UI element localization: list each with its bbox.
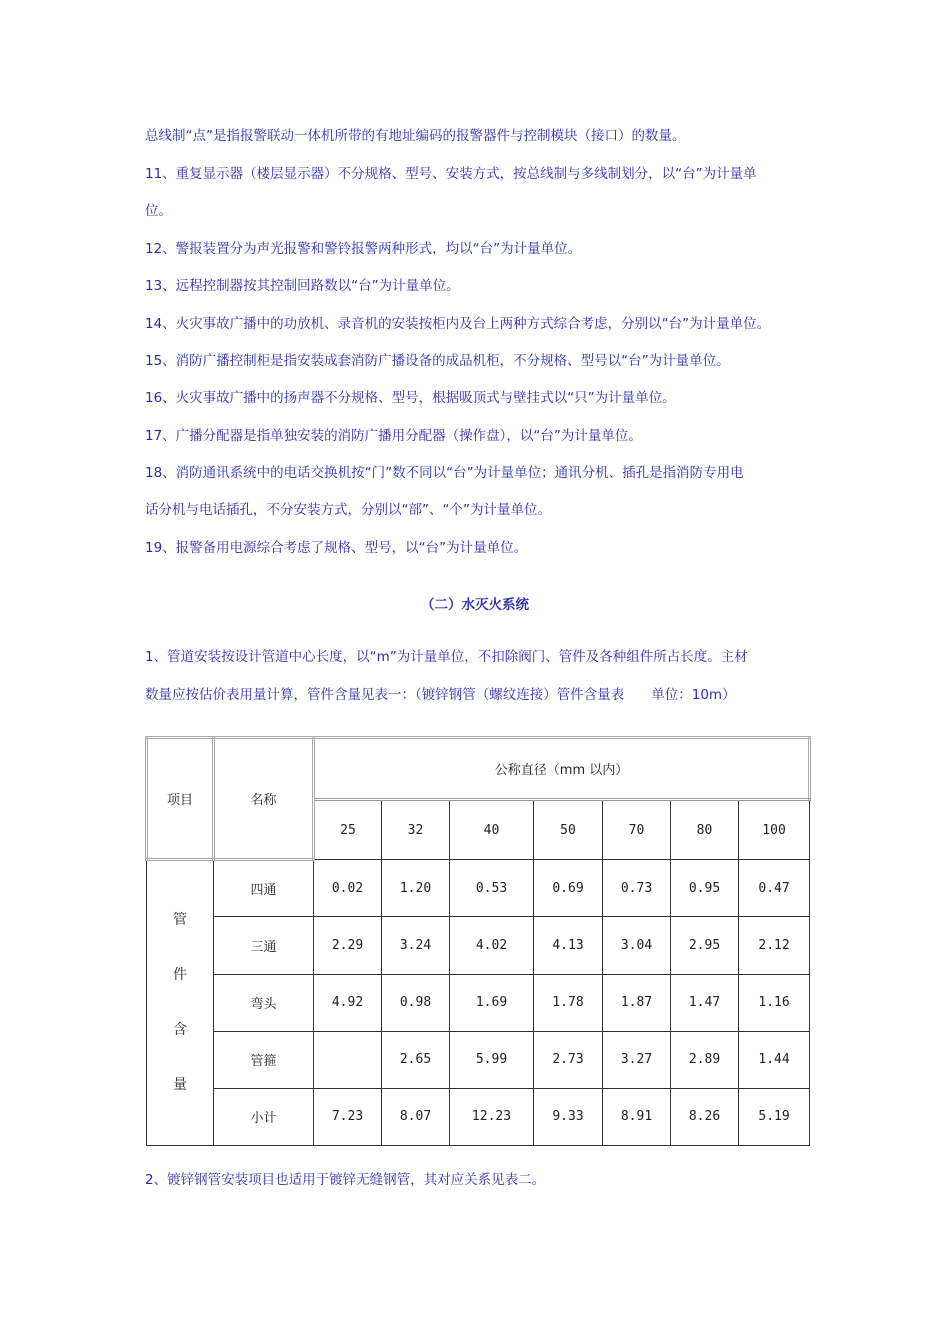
header-diameter-100: 100 [739, 800, 810, 860]
paragraph-11-cont: 位。 [145, 203, 172, 219]
table-cell: 8.07 [382, 1088, 450, 1145]
table-cell: 1.47 [671, 974, 739, 1031]
table-cell: 12.23 [450, 1088, 534, 1145]
paragraph-15: 15、消防广播控制柜是指安装成套消防广播设备的成品机柜，不分规格、型号以“台”为计量单位。 [145, 353, 730, 369]
header-diameter-70: 70 [603, 800, 671, 860]
table-cell: 4.92 [314, 974, 382, 1031]
table-cell: 0.69 [534, 860, 603, 917]
header-diameter-32: 32 [382, 800, 450, 860]
table-cell: 1.20 [382, 860, 450, 917]
row-name: 四通 [214, 860, 314, 917]
section-heading: （二）水灭火系统 [421, 597, 529, 613]
row-name: 三通 [214, 917, 314, 974]
paragraph-intro: 总线制“点”是指报警联动一体机所带的有地址编码的报警器件与控制模块（接口）的数量。 [145, 128, 686, 144]
table-row [147, 1031, 810, 1088]
paragraph-pipe-1: 1、管道安装按设计管道中心长度，以“m”为计量单位，不扣除阀门、管件及各种组件所占长度。主材 [145, 649, 748, 665]
table-cell: 2.29 [314, 917, 382, 974]
table-cell: 0.73 [603, 860, 671, 917]
fittings-table-wrapper [145, 736, 808, 1146]
group-char: 含 [173, 1022, 187, 1039]
table-row [147, 917, 810, 974]
group-char: 量 [173, 1077, 187, 1094]
fittings-table [145, 736, 811, 1146]
header-diameter-group: 公称直径（mm 以内） [314, 738, 810, 800]
group-label-fitting-content [147, 860, 214, 1146]
paragraph-18: 18、消防通讯系统中的电话交换机按“门”数不同以“台”为计量单位；通讯分机、插孔是指消防专用电 [145, 465, 744, 481]
paragraph-14: 14、火灾事故广播中的功放机、录音机的安装按柜内及台上两种方式综合考虑，分别以“台”为计量单位。 [145, 316, 771, 332]
header-diameter-50: 50 [534, 800, 603, 860]
table-cell: 2.73 [534, 1031, 603, 1088]
paragraph-19: 19、报警备用电源综合考虑了规格、型号，以“台”为计量单位。 [145, 540, 528, 556]
table-cell: 4.02 [450, 917, 534, 974]
paragraph-17: 17、广播分配器是指单独安装的消防广播用分配器（操作盘），以“台”为计量单位。 [145, 428, 642, 444]
header-diameter-25: 25 [314, 800, 382, 860]
paragraph-16: 16、火灾事故广播中的扬声器不分规格、型号，根据吸顶式与壁挂式以“只”为计量单位。 [145, 390, 676, 406]
header-diameter-40: 40 [450, 800, 534, 860]
table-cell: 5.19 [739, 1088, 810, 1145]
group-char: 管 [173, 912, 187, 929]
table-cell: 1.78 [534, 974, 603, 1031]
table-cell: 3.04 [603, 917, 671, 974]
paragraph-18-cont: 话分机与电话插孔，不分安装方式，分别以“部”、“个”为计量单位。 [145, 502, 551, 518]
table-cell: 1.44 [739, 1031, 810, 1088]
table-row [147, 1088, 810, 1145]
table-cell: 3.27 [603, 1031, 671, 1088]
table-cell: 8.26 [671, 1088, 739, 1145]
table-cell: 0.53 [450, 860, 534, 917]
header-name: 名称 [214, 738, 314, 860]
table-cell: 8.91 [603, 1088, 671, 1145]
table-cell: 5.99 [450, 1031, 534, 1088]
table-cell: 1.69 [450, 974, 534, 1031]
paragraph-12: 12、警报装置分为声光报警和警铃报警两种形式，均以“台”为计量单位。 [145, 241, 582, 257]
table-cell: 1.16 [739, 974, 810, 1031]
table-cell: 3.24 [382, 917, 450, 974]
group-char: 件 [173, 967, 187, 984]
table-cell [314, 1031, 382, 1088]
paragraph-11: 11、重复显示器（楼层显示器）不分规格、型号、安装方式，按总线制与多线制划分，以“台”为计量单 [145, 166, 757, 182]
header-diameter-80: 80 [671, 800, 739, 860]
paragraph-13: 13、远程控制器按其控制回路数以“台”为计量单位。 [145, 278, 460, 294]
row-name: 小计 [214, 1088, 314, 1145]
table-cell: 1.87 [603, 974, 671, 1031]
table-cell: 0.98 [382, 974, 450, 1031]
table-cell: 0.02 [314, 860, 382, 917]
paragraph-pipe-1-cont: 数量应按估价表用量计算，管件含量见表一：（镀锌钢管（螺纹连接）管件含量表 单位：10m） [145, 687, 736, 703]
table-cell: 2.65 [382, 1031, 450, 1088]
table-cell: 2.89 [671, 1031, 739, 1088]
table-cell: 0.95 [671, 860, 739, 917]
table-cell: 9.33 [534, 1088, 603, 1145]
table-cell: 7.23 [314, 1088, 382, 1145]
table-cell: 2.12 [739, 917, 810, 974]
table-cell: 2.95 [671, 917, 739, 974]
table-row [147, 974, 810, 1031]
row-name: 弯头 [214, 974, 314, 1031]
paragraph-2: 2、镀锌钢管安装项目也适用于镀锌无缝钢管，其对应关系见表二。 [145, 1172, 546, 1188]
row-name: 管箍 [214, 1031, 314, 1088]
table-cell: 4.13 [534, 917, 603, 974]
table-row [147, 860, 810, 917]
header-item: 项目 [147, 738, 214, 860]
table-cell: 0.47 [739, 860, 810, 917]
